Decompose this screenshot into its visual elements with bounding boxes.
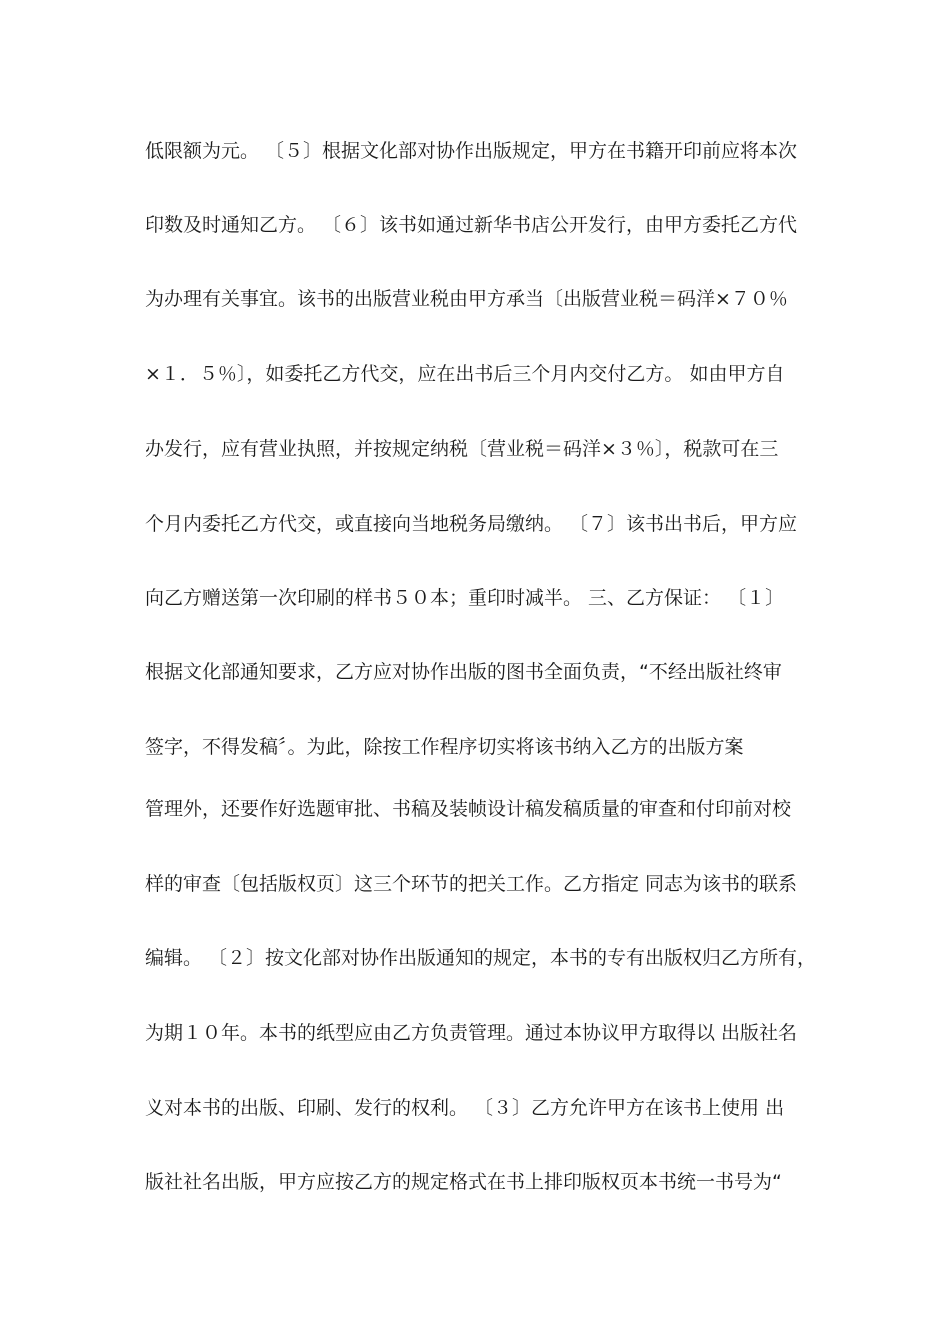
body-text-line: 个月内委托乙方代交，或直接向当地税务局缴纳。 〔７〕该书出书后，甲方应 [145, 513, 798, 535]
body-text-line: ×１．５％〕，如委托乙方代交，应在出书后三个月内交付乙方。 如由甲方自 [145, 363, 785, 385]
body-text-line: 低限额为元。 〔５〕根据文化部对协作出版规定，甲方在书籍开印前应将本次 [145, 140, 798, 162]
body-text-line: 办发行，应有营业执照，并按规定纳税〔营业税＝码洋×３％〕，税款可在三 [145, 438, 779, 460]
body-text-line: 版社社名出版，甲方应按乙方的规定格式在书上排印版权页本书统一书号为“ [145, 1171, 782, 1193]
body-text-line: 为办理有关事宜。该书的出版营业税由甲方承当〔出版营业税＝码洋×７０％ [145, 288, 788, 310]
body-text-line: 管理外，还要作好选题审批、书稿及装帧设计稿发稿质量的审查和付印前对校 [145, 798, 792, 820]
body-text-line: 样的审查〔包括版权页〕这三个环节的把关工作。乙方指定 同志为该书的联系 [145, 873, 798, 895]
body-text-line: 为期１０年。本书的纸型应由乙方负责管理。通过本协议甲方取得以 出版社名 [145, 1022, 798, 1044]
body-text-line: 根据文化部通知要求，乙方应对协作出版的图书全面负责，“不经出版社终审 [145, 661, 782, 683]
body-text-line: 义对本书的出版、印刷、发行的权利。 〔３〕乙方允许甲方在该书上使用 出 [145, 1097, 785, 1119]
body-text-line: 向乙方赠送第一次印刷的样书５０本；重印时减半。 三、乙方保证： 〔１〕 [145, 587, 785, 609]
body-text-line: 印数及时通知乙方。 〔６〕该书如通过新华书店公开发行，由甲方委托乙方代 [145, 214, 798, 236]
body-text-line: 编辑。 〔２〕按文化部对协作出版通知的规定，本书的专有出版权归乙方所有， [145, 947, 817, 969]
body-text-line: 签字，不得发稿〞。为此，除按工作程序切实将该书纳入乙方的出版方案 [145, 736, 744, 758]
